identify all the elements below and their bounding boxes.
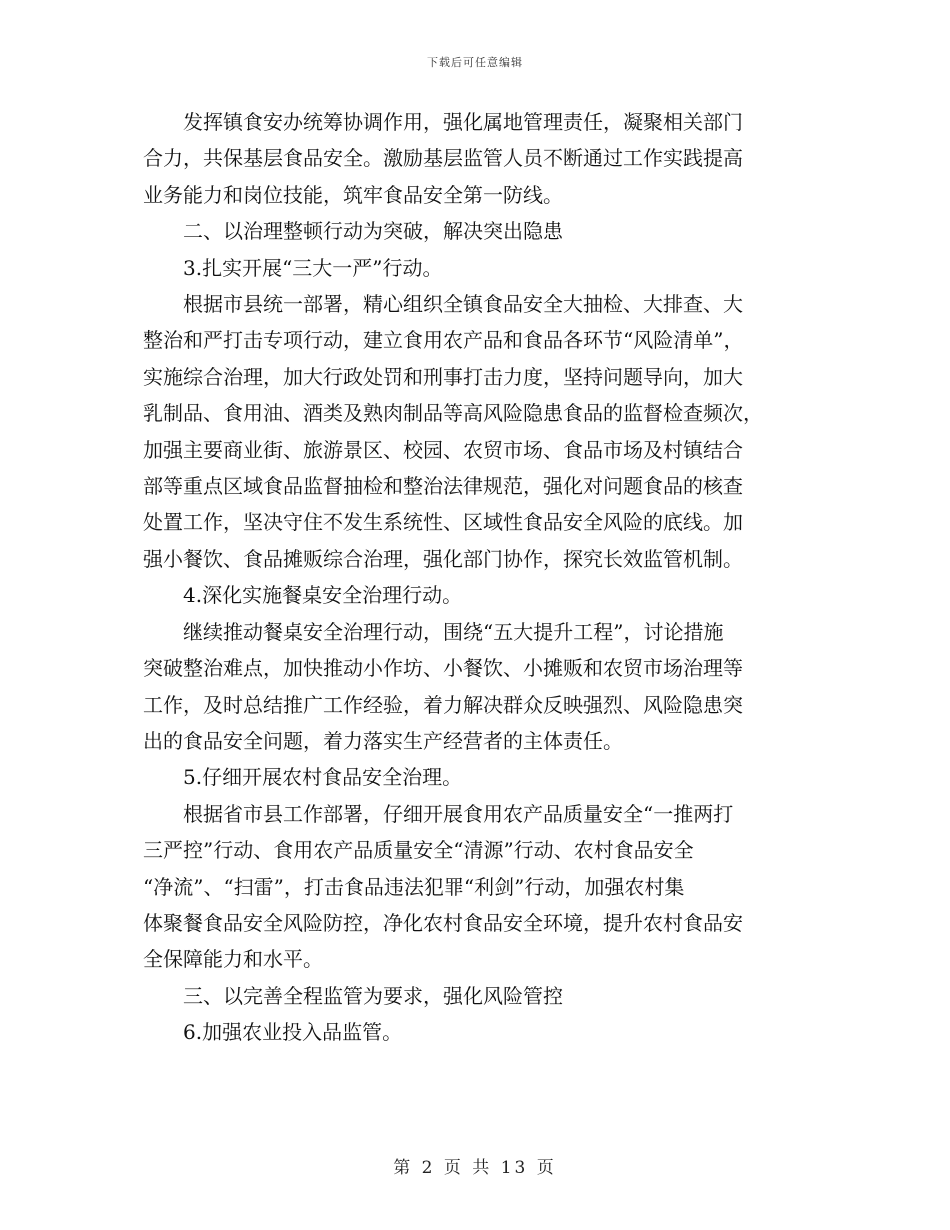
paragraph-line: 强小餐饮、食品摊贩综合治理，强化部门协作，探究长效监管机制。 [143,546,743,571]
heading-line: 5.仔细开展农村食品安全治理。 [183,765,463,790]
paragraph-line: 出的食品安全问题，着力落实生产经营者的主体责任。 [143,728,623,753]
heading-line: 3.扎实开展“三大一严”行动。 [183,255,443,280]
heading-line: 二、以治理整顿行动为突破，解决突出隐患 [183,219,563,244]
paragraph-4 [143,614,803,760]
paragraph-line: 根据市县统一部署，精心组织全镇食品安全大抽检、大排查、大 [183,292,743,317]
heading-line: 4.深化实施餐桌安全治理行动。 [183,583,463,608]
paragraph-line: 体聚餐食品安全风险防控，净化农村食品安全环境，提升农村食品安 [143,910,743,935]
paragraph-5 [143,796,803,978]
paragraph-line: 突破整治难点，加快推动小作坊、小餐饮、小摊贩和农贸市场治理等 [143,656,743,681]
paragraph-line: 加强主要商业街、旅游景区、校园、农贸市场、食品市场及村镇结合 [143,437,743,462]
paragraph-line: 业务能力和岗位技能，筑牢食品安全第一防线。 [143,182,563,207]
section-heading-2 [143,213,803,249]
paragraph-line: 乳制品、食用油、酒类及熟肉制品等高风险隐患食品的监督检查频次， [143,401,763,426]
paragraph-line: “净流”、“扫雷”，打击食品违法犯罪“利剑”行动，加强农村集 [143,874,685,899]
paragraph-line: 三严控”行动、食用农产品质量安全“清源”行动、农村食品安全 [143,838,694,863]
page-footer: 第 2 页 共 13 页 [393,1158,557,1178]
paragraph-line: 实施综合治理，加大行政处罚和刑事打击力度，坚持问题导向，加大 [143,364,743,389]
paragraph-line: 合力，共保基层食品安全。激励基层监管人员不断通过工作实践提高 [143,146,743,171]
paragraph-line: 继续推动餐桌安全治理行动，围绕“五大提升工程”，讨论措施 [183,619,724,644]
subheading-6 [143,1014,803,1050]
paragraph-line: 全保障能力和水平。 [143,947,323,972]
paragraph-line: 处置工作，坚决守住不发生系统性、区域性食品安全风险的底线。加 [143,510,743,535]
paragraph-line: 整治和严打击专项行动，建立食用农产品和食品各环节“风险清单”， [143,328,744,353]
section-heading-3 [143,978,803,1014]
page-header: 下载后可任意编辑 [427,56,523,69]
paragraph-line: 根据省市县工作部署，仔细开展食用农产品质量安全“一推两打 [183,801,734,826]
document-body [143,104,803,1051]
paragraph-line: 部等重点区域食品监督抽检和整治法律规范，强化对问题食品的核查 [143,474,743,499]
paragraph-line: 发挥镇食安办统筹协调作用，强化属地管理责任，凝聚相关部门 [183,110,743,134]
subheading-3 [143,250,803,286]
paragraph-3 [143,286,803,577]
subheading-5 [143,759,803,795]
subheading-4 [143,577,803,613]
heading-line: 三、以完善全程监管为要求，强化风险管控 [183,983,563,1008]
heading-line: 6.加强农业投入品监管。 [183,1020,403,1045]
paragraph-line: 工作，及时总结推广工作经验，着力解决群众反映强烈、风险隐患突 [143,692,743,717]
paragraph-1 [143,104,803,213]
